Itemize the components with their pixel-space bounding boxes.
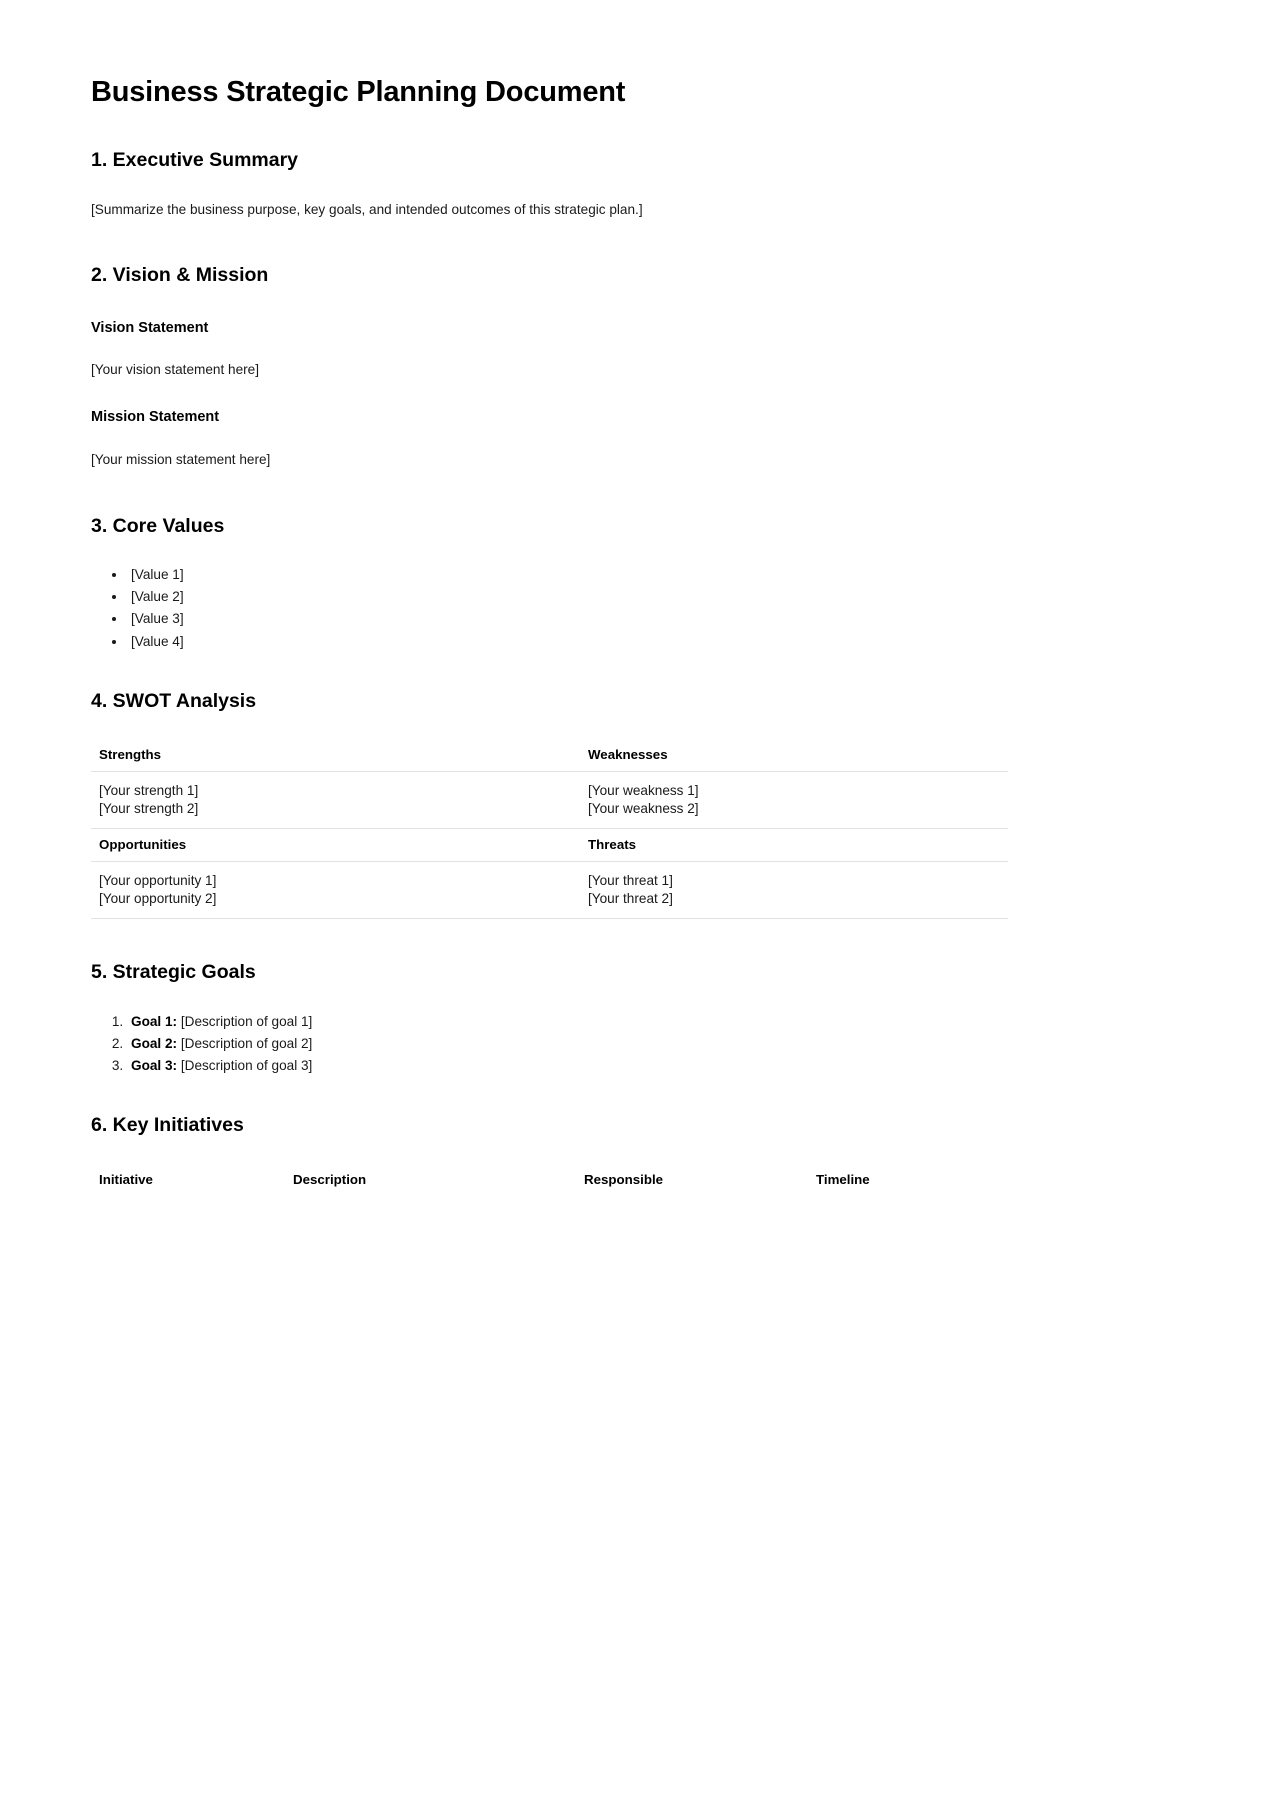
swot-header-strengths: Strengths — [91, 739, 580, 772]
list-item: • [Value 4] — [127, 631, 1008, 653]
section-heading-vision-mission: 2. Vision & Mission — [91, 264, 269, 287]
swot-strength-1: [Your strength 1] — [99, 783, 199, 799]
list-item: • [Value 3] — [127, 608, 1008, 630]
list-item: • [Value 1] — [127, 564, 1008, 586]
swot-header-threats: Threats — [580, 829, 1008, 862]
page-title: Business Strategic Planning Document — [91, 76, 626, 108]
swot-header-weaknesses: Weaknesses — [580, 739, 1008, 772]
goal-description: [Description of goal 3] — [180, 1058, 313, 1074]
list-item — [127, 1055, 1008, 1077]
section-heading-strategic-goals: 5. Strategic Goals — [91, 961, 256, 984]
executive-summary-body: [Summarize the business purpose, key goals, and intended outcomes of this strategic plan.] — [91, 201, 643, 217]
table-row — [91, 862, 1008, 919]
swot-threat-1: [Your threat 1] — [588, 873, 673, 889]
section-heading-key-initiatives: 6. Key Initiatives — [91, 1114, 244, 1137]
mission-statement-body: [Your mission statement here] — [91, 452, 271, 468]
table-header-row — [91, 739, 1008, 772]
initiatives-header-initiative: Initiative — [99, 1171, 153, 1187]
vision-statement-label: Vision Statement — [91, 319, 209, 336]
mission-statement-label: Mission Statement — [91, 409, 220, 426]
goal-label: Goal 1: — [131, 1013, 178, 1029]
list-item — [127, 1011, 1008, 1033]
swot-weakness-1: [Your weakness 1] — [588, 783, 699, 799]
initiatives-header-timeline: Timeline — [816, 1171, 870, 1187]
goal-label: Goal 2: — [131, 1035, 178, 1051]
strategic-goals-list — [91, 1011, 1008, 1077]
key-initiatives-table — [91, 1164, 1008, 1196]
swot-cell-weaknesses — [580, 772, 1008, 829]
table-subheader-row — [91, 829, 1008, 862]
section-heading-executive-summary: 1. Executive Summary — [91, 149, 299, 172]
swot-weakness-2: [Your weakness 2] — [588, 801, 699, 817]
goal-description: [Description of goal 1] — [180, 1013, 313, 1029]
list-item — [127, 1033, 1008, 1055]
swot-table — [91, 739, 1008, 919]
section-heading-core-values: 3. Core Values — [91, 514, 225, 537]
initiatives-header-description: Description — [293, 1171, 367, 1187]
swot-cell-strengths — [91, 772, 580, 829]
swot-cell-threats — [580, 862, 1008, 919]
initiatives-header-responsible: Responsible — [584, 1171, 664, 1187]
goal-label: Goal 3: — [131, 1058, 178, 1074]
swot-threat-2: [Your threat 2] — [588, 891, 673, 907]
list-item: • [Value 2] — [127, 586, 1008, 608]
table-row — [91, 772, 1008, 829]
goal-description: [Description of goal 2] — [180, 1035, 313, 1051]
vision-statement-body: [Your vision statement here] — [91, 362, 260, 378]
table-header-row — [91, 1164, 1008, 1196]
swot-opportunity-1: [Your opportunity 1] — [99, 873, 217, 889]
core-values-list — [91, 564, 1008, 653]
swot-header-opportunities: Opportunities — [91, 829, 580, 862]
section-heading-swot-analysis: 4. SWOT Analysis — [91, 689, 257, 712]
swot-strength-2: [Your strength 2] — [99, 801, 199, 817]
swot-cell-opportunities — [91, 862, 580, 919]
swot-opportunity-2: [Your opportunity 2] — [99, 891, 217, 907]
